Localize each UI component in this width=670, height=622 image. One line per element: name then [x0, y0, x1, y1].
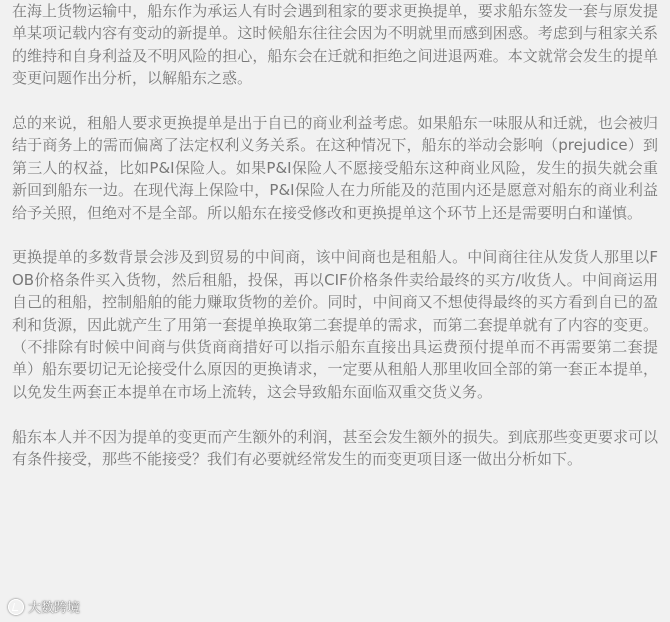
paragraph-commercial-interest: 总的来说，租船人要求更换提单是出于自已的商业利益考虑。如果船东一味服从和迁就，也会被归结于商务上的需而偏离了法定权利义务关系。在这种情况下，船东的举动会影响（prejudice）到第三人的权益，比如P&I保险人。如果P&I保险人不愿接受船东这种商业风险，发生的损失就会重新回到船东一边。在现代海上保险中，P&I保险人在力所能及的范围内还是愿意对船东的商业利益给予关照，但绝对不是全部。所以船东在接受修改和更换提单这个环节上还是需要明白和谨慎。 [12, 114, 658, 222]
watermark-label: 大数跨境 [28, 601, 81, 616]
paragraph-intro: 在海上货物运输中，船东作为承运人有时会遇到租家的要求更换提单，要求船东签发一套与原发提单某项记载内容有变动的新提单。这时候船东往往会因为不明就里而感到困惑。考虑到与租家关系的维持和自身利益及不明风险的担心，船东会在迁就和拒绝之间进退两难。本文就常会发生的提单变更问题作出分析，以解船东之惑。 [12, 2, 658, 88]
source-watermark [8, 597, 80, 616]
paragraph-conclusion: 船东本人并不因为提单的变更而产生额外的利润，甚至会发生额外的损失。到底那些变更要求可以有条件接受，那些不能接受？我们有必要就经常发生的而变更项目逐一做出分析如下。 [12, 427, 658, 469]
logo-icon [8, 599, 24, 615]
paragraph-spacer [12, 403, 658, 425]
paragraph-intermediary: 更换提单的多数背景会涉及到贸易的中间商，该中间商也是租船人。中间商往往从发货人那里以FOB价格条件买入货物，然后租船，投保，再以CIF价格条件卖给最终的买方/收货人。中间商运用自己的租船，控制船舶的能力赚取货物的差价。同时，中间商又不想使得最终的买方看到自已的盈利和货源，因此就产生了用第一套提单换取第二套提单的需求，而第二套提单就有了内容的变更。（不排除有时候中间商与供货商商措好可以指示船东直接出具运费预付提单而不再需要第二套提单）船东要切记无论接受什么原因的更换请求，一定要从租船人那里收回全部的第一套正本提单，以免发生两套正本提单在市场上流转，这会导致船东面临双重交货义务。 [12, 248, 658, 401]
paragraph-spacer [12, 90, 658, 112]
paragraph-spacer [12, 224, 658, 246]
